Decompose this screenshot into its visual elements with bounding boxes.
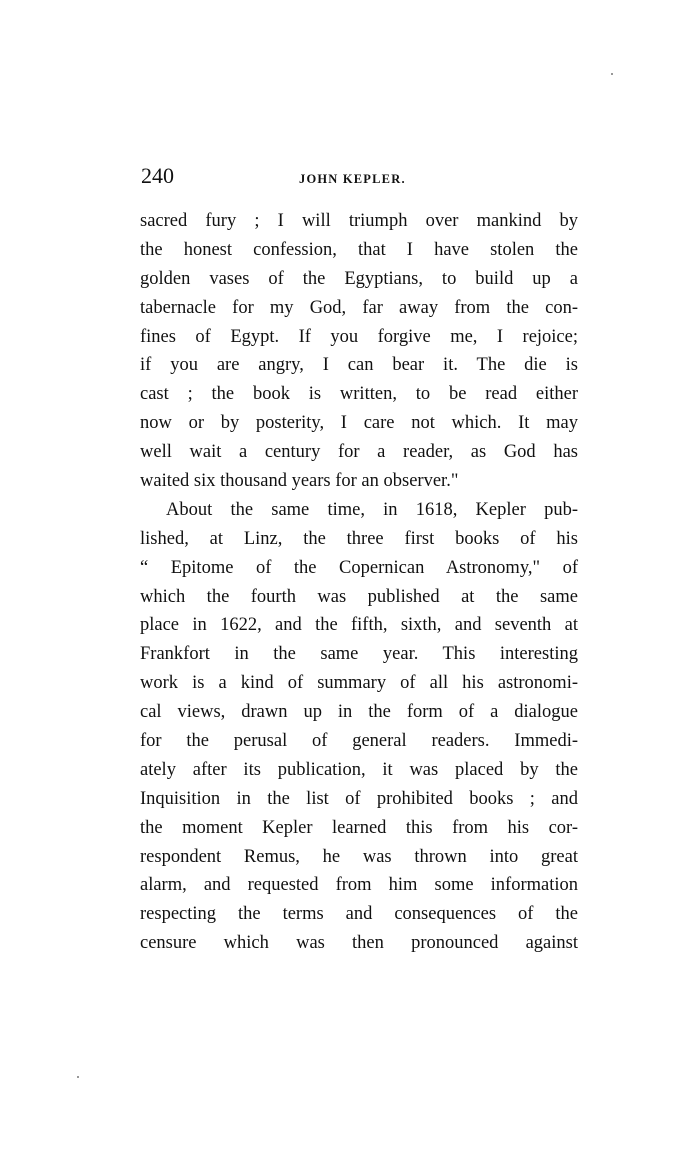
scan-speck: [77, 1076, 79, 1078]
text-line: sacred fury ; I will triumph over mankind by: [140, 211, 578, 231]
text-line: respecting the terms and consequences of the: [140, 904, 578, 925]
text-line: censure which was then pronounced against: [140, 933, 578, 954]
text-line: now or by posterity, I care not which. It may: [140, 413, 578, 434]
text-line: fines of Egypt. If you forgive me, I rejoice;: [140, 326, 578, 347]
text-line: respondent Remus, he was thrown into great: [140, 846, 578, 867]
text-line: alarm, and requested from him some information: [140, 875, 578, 896]
text-line: tabernacle for my God, far away from the con-: [140, 297, 578, 318]
page-number: 240: [141, 163, 174, 188]
text-line: Frankfort in the same year. This interesting: [140, 644, 578, 665]
text-line: cal views, drawn up in the form of a dialogue: [140, 702, 578, 723]
text-line: waited six thousand years for an observer.": [140, 471, 459, 492]
text-line: place in 1622, and the fifth, sixth, and seventh at: [140, 615, 578, 636]
text-line: lished, at Linz, the three first books of his: [140, 528, 578, 549]
text-line: About the same time, in 1618, Kepler pub-: [166, 499, 578, 520]
text-line: the honest confession, that I have stolen the: [140, 239, 578, 260]
text-line: well wait a century for a reader, as God has: [140, 442, 578, 463]
text-line: if you are angry, I can bear it. The die is: [140, 355, 578, 376]
body-text: [140, 207, 578, 958]
running-title: JOHN KEPLER.: [299, 172, 406, 186]
text-line: work is a kind of summary of all his astronomi-: [140, 673, 578, 694]
text-line: the moment Kepler learned this from his cor-: [140, 817, 578, 838]
text-line: Inquisition in the list of prohibited books ; and: [140, 788, 578, 809]
running-head: [141, 160, 581, 192]
text-line: cast ; the book is written, to be read either: [140, 384, 578, 405]
scan-speck: [611, 73, 613, 75]
text-line: golden vases of the Egyptians, to build up a: [140, 268, 578, 289]
text-line: for the perusal of general readers. Immedi-: [140, 731, 578, 752]
text-line: ately after its publication, it was placed by the: [140, 759, 578, 780]
text-line: “ Epitome of the Copernican Astronomy," of: [140, 557, 578, 578]
text-line: which the fourth was published at the same: [140, 586, 578, 607]
